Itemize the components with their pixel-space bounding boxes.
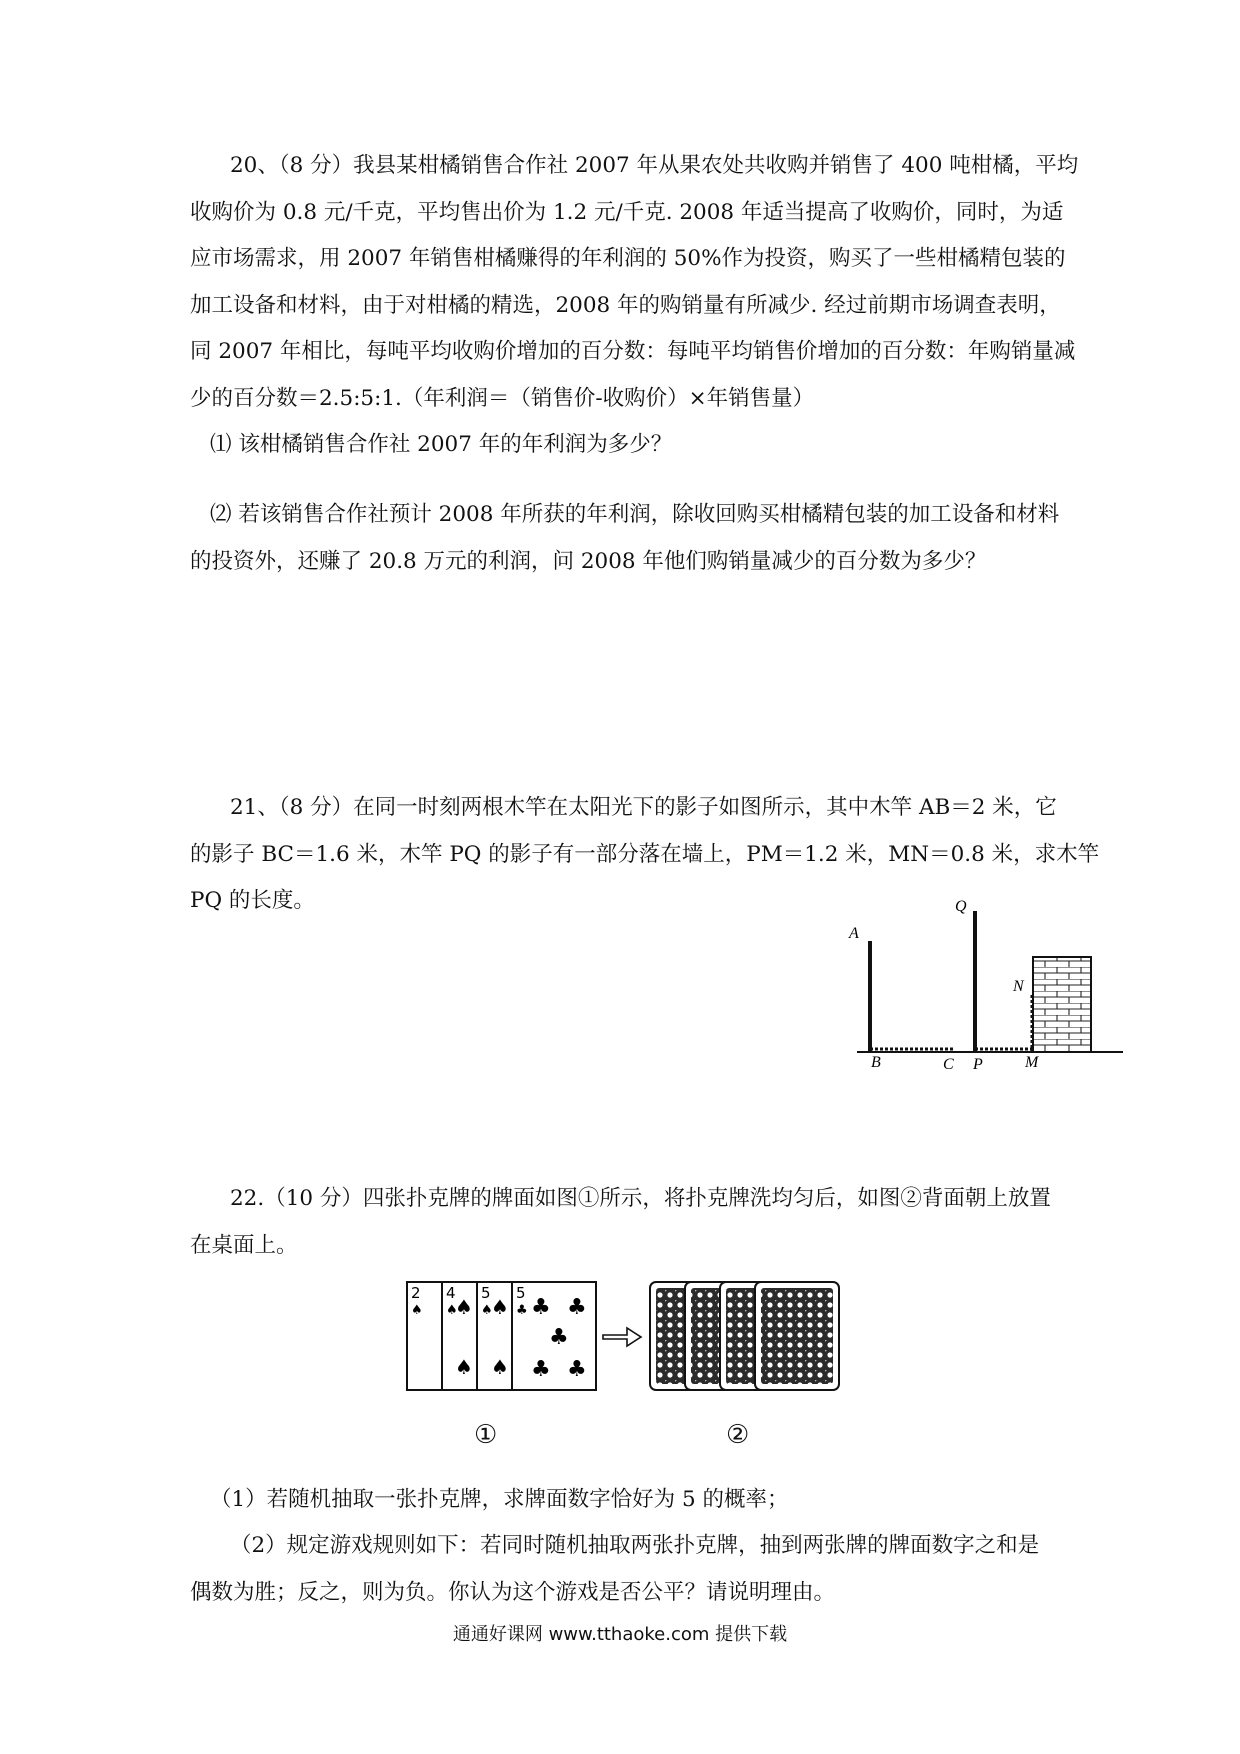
q20-sub2-line-1: ⑵ 若该销售合作社预计 2008 年所获的年利润，除收回购买柑橘精包装的加工设备和材料: [210, 502, 1060, 527]
q20-sub2: [190, 492, 1059, 585]
label-p: P: [973, 1056, 983, 1073]
figure-caption-1: ①: [474, 1420, 498, 1450]
q20-line-4: 加工设备和材料，由于对柑橘的精选，2008 年的购销量有所减少. 经过前期市场调查表明，: [190, 292, 1061, 318]
shadow-figure: [835, 895, 1135, 1085]
arrow-icon: [603, 1328, 641, 1346]
card-4-rank: 5: [516, 1284, 526, 1302]
q20-line-2: 收购价为 0.8 元/千克，平均售出价为 1.2 元/千克. 2008 年适当提高了收购价，同时，为适: [190, 199, 1064, 225]
figure-caption-2: ②: [726, 1420, 750, 1450]
q21-line-3: PQ 的长度。: [190, 888, 315, 913]
club-icon: ♣: [567, 1295, 587, 1320]
q20-sub2-line-2: 的投资外，还赚了 20.8 万元的利润，问 2008 年他们购销量减少的百分数为多少？: [190, 548, 987, 574]
cards-figure: [405, 1280, 845, 1400]
q22-line-1: 22.（10 分）四张扑克牌的牌面如图①所示，将扑克牌洗均匀后，如图②背面朝上放置: [230, 1186, 1051, 1211]
spade-icon: ♠: [481, 1303, 493, 1318]
footer-source: 通通好课网 www.tthaoke.com 提供下载: [452, 1624, 788, 1645]
spade-icon: ♠: [491, 1355, 509, 1379]
spade-icon: ♠: [455, 1355, 473, 1379]
q22-sub1: （1）若随机抽取一张扑克牌，求牌面数字恰好为 5 的概率；: [210, 1487, 789, 1512]
q20-line-1: 20、（8 分）我县某柑橘销售合作社 2007 年从果农处共收购并销售了 400 吨柑橘，平均: [230, 153, 1079, 178]
label-q: Q: [955, 898, 967, 915]
card-3-rank: 5: [481, 1284, 491, 1302]
q20-line-6: 少的百分数＝2.5:5:1.（年利润＝（销售价-收购价）×年销售量）: [190, 385, 815, 411]
club-icon: ♣: [531, 1357, 551, 1382]
q21-line-1: 21、（8 分）在同一时刻两根木竿在太阳光下的影子如图所示，其中木竿 AB＝2 米，它: [230, 795, 1057, 820]
q22-sub2: [190, 1523, 1039, 1616]
card-1-rank: 2: [411, 1284, 421, 1302]
club-icon: ♣: [531, 1295, 551, 1320]
label-n: N: [1013, 978, 1024, 995]
q22-sub2-line-1: （2）规定游戏规则如下：若同时随机抽取两张扑克牌，抽到两张牌的牌面数字之和是: [230, 1533, 1040, 1558]
label-m: M: [1025, 1054, 1039, 1071]
q20-stem: [190, 143, 1079, 422]
label-c: C: [943, 1056, 954, 1073]
face-down-cards: [650, 1282, 839, 1390]
club-icon: ♣: [516, 1303, 528, 1318]
spade-icon: ♠: [446, 1303, 458, 1318]
card-2-rank: 4: [446, 1284, 456, 1302]
q20-line-3: 应市场需求，用 2007 年销售柑橘赚得的年利润的 50%作为投资，购买了一些柑橘精包装的: [190, 246, 1066, 271]
q21-line-2: 的影子 BC＝1.6 米，木竿 PQ 的影子有一部分落在墙上，PM＝1.2 米，MN＝0.8 米，求木竿: [190, 841, 1100, 867]
q20-line-5: 同 2007 年相比，每吨平均收购价增加的百分数：每吨平均销售价增加的百分数：年购销量减: [190, 339, 1076, 364]
q22-line-2: 在桌面上。: [190, 1232, 298, 1258]
q20-sub1: ⑴ 该柑橘销售合作社 2007 年的年利润为多少？: [210, 432, 673, 457]
q22-sub2-line-2: 偶数为胜；反之，则为负。你认为这个游戏是否公平？请说明理由。: [190, 1579, 836, 1605]
club-icon: ♣: [549, 1325, 569, 1350]
brick-wall: [1033, 957, 1091, 1052]
q22-stem: [190, 1176, 1062, 1269]
label-a: A: [849, 925, 859, 942]
spade-icon: ♠: [411, 1303, 423, 1318]
spade-icon: ♠: [491, 1295, 509, 1319]
spade-icon: ♠: [455, 1295, 473, 1319]
club-icon: ♣: [567, 1357, 587, 1382]
face-up-cards: [407, 1282, 596, 1390]
label-b: B: [871, 1054, 881, 1071]
